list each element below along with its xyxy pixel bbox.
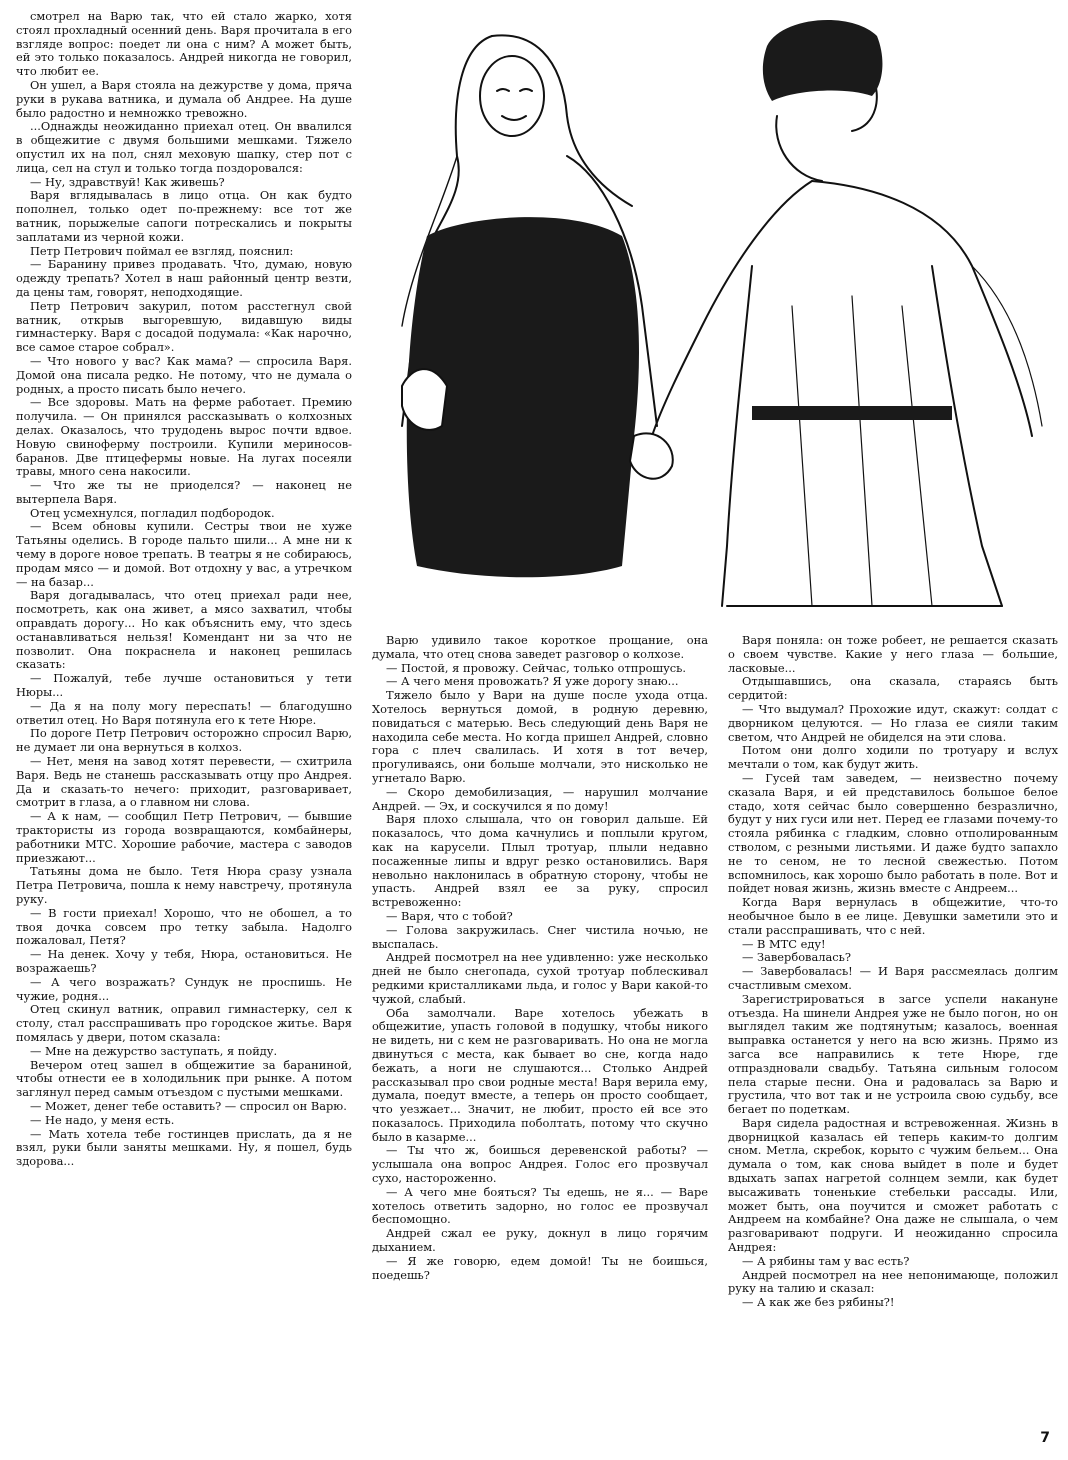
paragraph: — Мне на дежурство заступать, я пойду. [30,1043,278,1058]
paragraph: — А как же без рябины?! [742,1295,895,1310]
paragraph: Он ушел, а Варя стояла на дежурстве у дома, пряча руки в рукава ватника, и думала об Андрее. На душе было радостно и немножко тревожно. [16,77,352,120]
paragraph: Варю удивило такое короткое прощание, она думала, что отец снова заведет разговор о колхозе. [372,633,708,661]
paragraph: — А чего меня провожать? Я уже дорогу знаю... [386,674,679,689]
paragraph: Варя вглядывалась в лицо отца. Он как будто пополнел, только одет по-прежнему: все тот же ватник, порыжелые сапоги потрескались и покрыты заплатами из черной кожи. [16,188,352,244]
paragraph: — А чего возражать? Сундук не проспишь. Не чужие, родня... [16,974,352,1003]
paragraph: — Мать хотела тебе гостинцев прислать, да я не взял, руки были заняты мешками. Ну, я пошел, будь здорова... [16,1126,352,1169]
page-number: 7 [1040,1430,1050,1446]
paragraph: — А чего мне бояться? Ты едешь, не я... — Варе хотелось ответить задорно, но голос ее прозвучал беспомощно. [372,1184,708,1227]
paragraph: Андрей посмотрел на нее удивленно: уже несколько дней не было снегопада, сухой тротуар поблескивал редкими кристалликами льда, и голос у Вари какой-то чужой, слабый. [372,950,708,1006]
paragraph: — Я же говорю, едем домой! Ты не боишься, поедешь? [372,1253,708,1282]
paragraph: Потом они долго ходили по тротуару и вслух мечтали о том, как будут жить. [728,743,1058,772]
paragraph: — В гости приехал! Хорошо, что не обошел, а то твоя дочка совсем про тетку забыла. Надолго пожаловал, Петя? [16,905,352,948]
paragraph: Оба замолчали. Варе хотелось убежать в общежитие, упасть головой в подушку, чтобы никого не видеть, ни с кем не разговаривать. Но она не могла двинуться с места, как бывает во сне, когда надо бежать, а ноги не слушаются... Столько Андрей рассказывал про свои родные места! Варя верила ему, думала, поедут вместе, а теперь он просто сообщает, что уезжает... Значит, не любит, просто ей все это показалось. Приходила поболтать, потому что скучно было в казарме... [372,1005,708,1144]
paragraph: Андрей сжал ее руку, докнул в лицо горячим дыханием. [372,1226,708,1255]
paragraph: — Гусей там заведем, — неизвестно почему сказала Варя, и ей представилось большое белое стадо, хотя сейчас было совершенно безразлично, будут у них гуси или нет. Перед ее глазами почему-то стояла рябинка с гладким, словно отполированным стволом, с резными листьями. И даже будто запахло не то сеном, не то лесной свежестью. Потом вспомнилось, как хорошо было работать в поле. Вот и пойдет новая жизнь, жизнь вместе с Андреем... [728,770,1058,896]
paragraph: — Завербовалась! — И Варя рассмеялась долгим счастливым смехом. [728,964,1058,992]
paragraph: Варя догадывалась, что отец приехал ради нее, посмотреть, как она живет, а мясо захватил, чтобы оправдать дорогу... Но как объяснить ему, что здесь останавливаться нельзя! Комендант ни за что не позволит. Она покраснела и наконец решилась сказать: [16,588,352,672]
paragraph: — Может, денег тебе оставить? — спросил он Варю. [30,1098,347,1113]
paragraph: — Все здоровы. Мать на ферме работает. Премию получила. — Он принялся рассказывать о колхозных делах. Оказалось, что трудодень вырос почти вдвое. Новую свиноферму построили. Купили мериносов-баранов. Две птицефермы новые. На лугах посеяли травы, много сена накосили. [16,395,352,479]
paragraph: — Варя, что с тобой? [386,908,513,923]
paragraph: — Что нового у вас? Как мама? — спросила Варя. Домой она писала редко. Не потому, что не думала о родных, а просто писать было нечего. [16,353,352,396]
paragraph: Когда Варя вернулась в общежитие, что-то необычное было в ее лице. Девушки заметили это и стали расспрашивать, что с ней. [728,895,1058,937]
paragraph: Отец скинул ватник, оправил гимнастерку, сел к столу, стал расспрашивать про городское житье. Варя помялась у двери, потом сказала: [16,1002,352,1044]
paragraph: — Ты что ж, боишься деревенской работы? — услышала она вопрос Андрея. Голос его прозвучал сухо, настороженно. [372,1143,708,1186]
text-column-2 [372,634,708,1282]
paragraph: Варя плохо слышала, что он говорил дальше. Ей показалось, что дома качнулись и поплыли кругом, как на карусели. Плыл тротуар, плыли недавно посаженные липы и вдруг резко остановились. Варя невольно наклонилась в обратную сторону, чтобы не упасть. Андрей взял ее за руку, спросил встревоженно: [372,812,708,910]
paragraph: Варя поняла: он тоже робеет, не решается сказать о своем чувстве. Какие у него глаза — большие, ласковые... [728,633,1058,675]
text-column-1 [16,10,352,1169]
paragraph: — Постой, я провожу. Сейчас, только отпрошусь. [386,660,686,675]
paragraph: Андрей посмотрел на нее непонимающе, положил руку на талию и сказал: [728,1267,1058,1296]
paragraph: — Всем обновы купили. Сестры твои не хуже Татьяны оделись. В городе пальто шили... А мне ни к чему в дороге новое трепать. В театры я не собираюсь, продам мясо — и домой. Вот отдохну у вас, а утречком — на базар... [16,519,352,589]
illustration [372,6,1058,626]
paragraph: — Не надо, у меня есть. [30,1112,175,1127]
paragraph: — Ну, здравствуй! Как живешь? [30,174,225,189]
paragraph: Петр Петрович поймал ее взгляд, пояснил: [30,243,294,258]
paragraph: Отец усмехнулся, погладил подбородок. [30,505,275,520]
paragraph: — Голова закружилась. Снег чистила ночью, не выспалась. [372,922,708,951]
paragraph: Тяжело было у Вари на душе после ухода отца. Хотелось вернуться домой, в родную деревню, повидаться с матерью. Весь следующий день Варя не находила себе места. Но когда пришел Андрей, словно гора с плеч свалилась. И хотя в тот вечер, прогуливаясь, они больше молчали, это нисколько не угнетало Варю. [372,688,708,785]
paragraph: — На денек. Хочу у тебя, Нюра, остановиться. Не возражаешь? [16,947,352,975]
paragraph: — Что же ты не приоделся? — наконец не вытерпела Варя. [16,478,352,506]
paragraph: — Нет, меня на завод хотят перевести, — схитрила Варя. Ведь не станешь рассказывать отцу про Андрея. Да и сказать-то нечего: приходит, разговаривает, смотрит в глаза, а о главном ни слова. [16,754,352,810]
paragraph: По дороге Петр Петрович осторожно спросил Варю, не думает ли она вернуться в колхоз. [16,726,352,755]
paragraph: — Да я на полу могу переспать! — благодушно ответил отец. Но Варя потянула его к тете Нюре. [16,698,352,727]
paragraph: — Что выдумал? Прохожие идут, скажут: солдат с дворником целуются. — Но глаза ее сияли таким светом, что Андрей не обиделся на эти слова. [728,701,1058,744]
paragraph: — Завербовалась? [742,950,851,965]
paragraph: — А рябины там у вас есть? [742,1253,910,1268]
text-column-3 [728,634,1058,1310]
paragraph: — Скоро демобилизация, — нарушил молчание Андрей. — Эх, и соскучился я по дому! [372,784,708,813]
man-hat-shape [763,20,883,101]
paragraph: Вечером отец зашел в общежитие за бараниной, чтобы отнести ее в холодильник при рынке. А потом заглянул перед самым отъездом с пустыми мешками. [16,1057,352,1100]
paragraph: Отдышавшись, она сказала, стараясь быть сердитой: [728,674,1058,703]
paragraph: Петр Петрович закурил, потом расстегнул свой ватник, открыв выгоревшую, видавшую виды гимнастерку. Варя с досадой подумала: «Как нарочно, все самое старое собрал». [16,298,352,355]
paragraph: Зарегистрироваться в загсе успели накануне отъезда. На шинели Андрея уже не было погон, но он выглядел таким же подтянутым; казалось, военная выправка останется у него на всю жизнь. Прямо из загса все направились к тете Нюре, где отпраздновали свадьбу. Татьяна сильным голосом пела старые песни. Она и радовалась за Варю и грустила, что вот так и не устроила свою судьбу, все бегает по подеткам. [728,991,1058,1117]
paragraph: — А к нам, — сообщил Петр Петрович, — бывшие трактористы из города возвращаются, комбайнеры, работники МТС. Хорошие рабочие, мастера с заводов приезжают... [16,809,352,865]
paragraph: — В МТС еду! [742,936,826,951]
paragraph: смотрел на Варю так, что ей стало жарко, хотя стоял прохладный осенний день. Варя прочитала в его взгляде вопрос: поедет ли она с ним? А может быть, ей это только показалось. Андрей никогда не говорил, что любит ее. [16,9,352,79]
paragraph: Варя сидела радостная и встревоженная. Жизнь в дворницкой казалась ей теперь каким-то долгим сном. Метла, скребок, корыто с чужим бельем... Она думала о том, как снова выйдет в поле и будет вдыхать запах нагретой солнцем земли, как будет высаживать тоненькие стебельки рассады. Или, может быть, она поучится и сможет работать с Андреем на комбайне? Она даже не слышала, о чем разговаривают подруги. И неожиданно спросила Андрея: [728,1115,1058,1255]
paragraph: — Пожалуй, тебе лучше остановиться у тети Нюры... [16,671,352,700]
paragraph: ...Однажды неожиданно приехал отец. Он ввалился в общежитие с двумя большими мешками. Тяжело опустил их на пол, снял меховую шапку, стер пот с лица, сел на стул и только тогда поздоровался: [16,119,352,175]
paragraph: — Баранину привез продавать. Что, думаю, новую одежду трепать? Хотел в наш районный центр везти, да цены там, говорят, неподходящие. [16,257,352,299]
paragraph: Татьяны дома не было. Тетя Нюра сразу узнала Петра Петровича, пошла к нему навстречу, протянула руку. [16,864,352,906]
